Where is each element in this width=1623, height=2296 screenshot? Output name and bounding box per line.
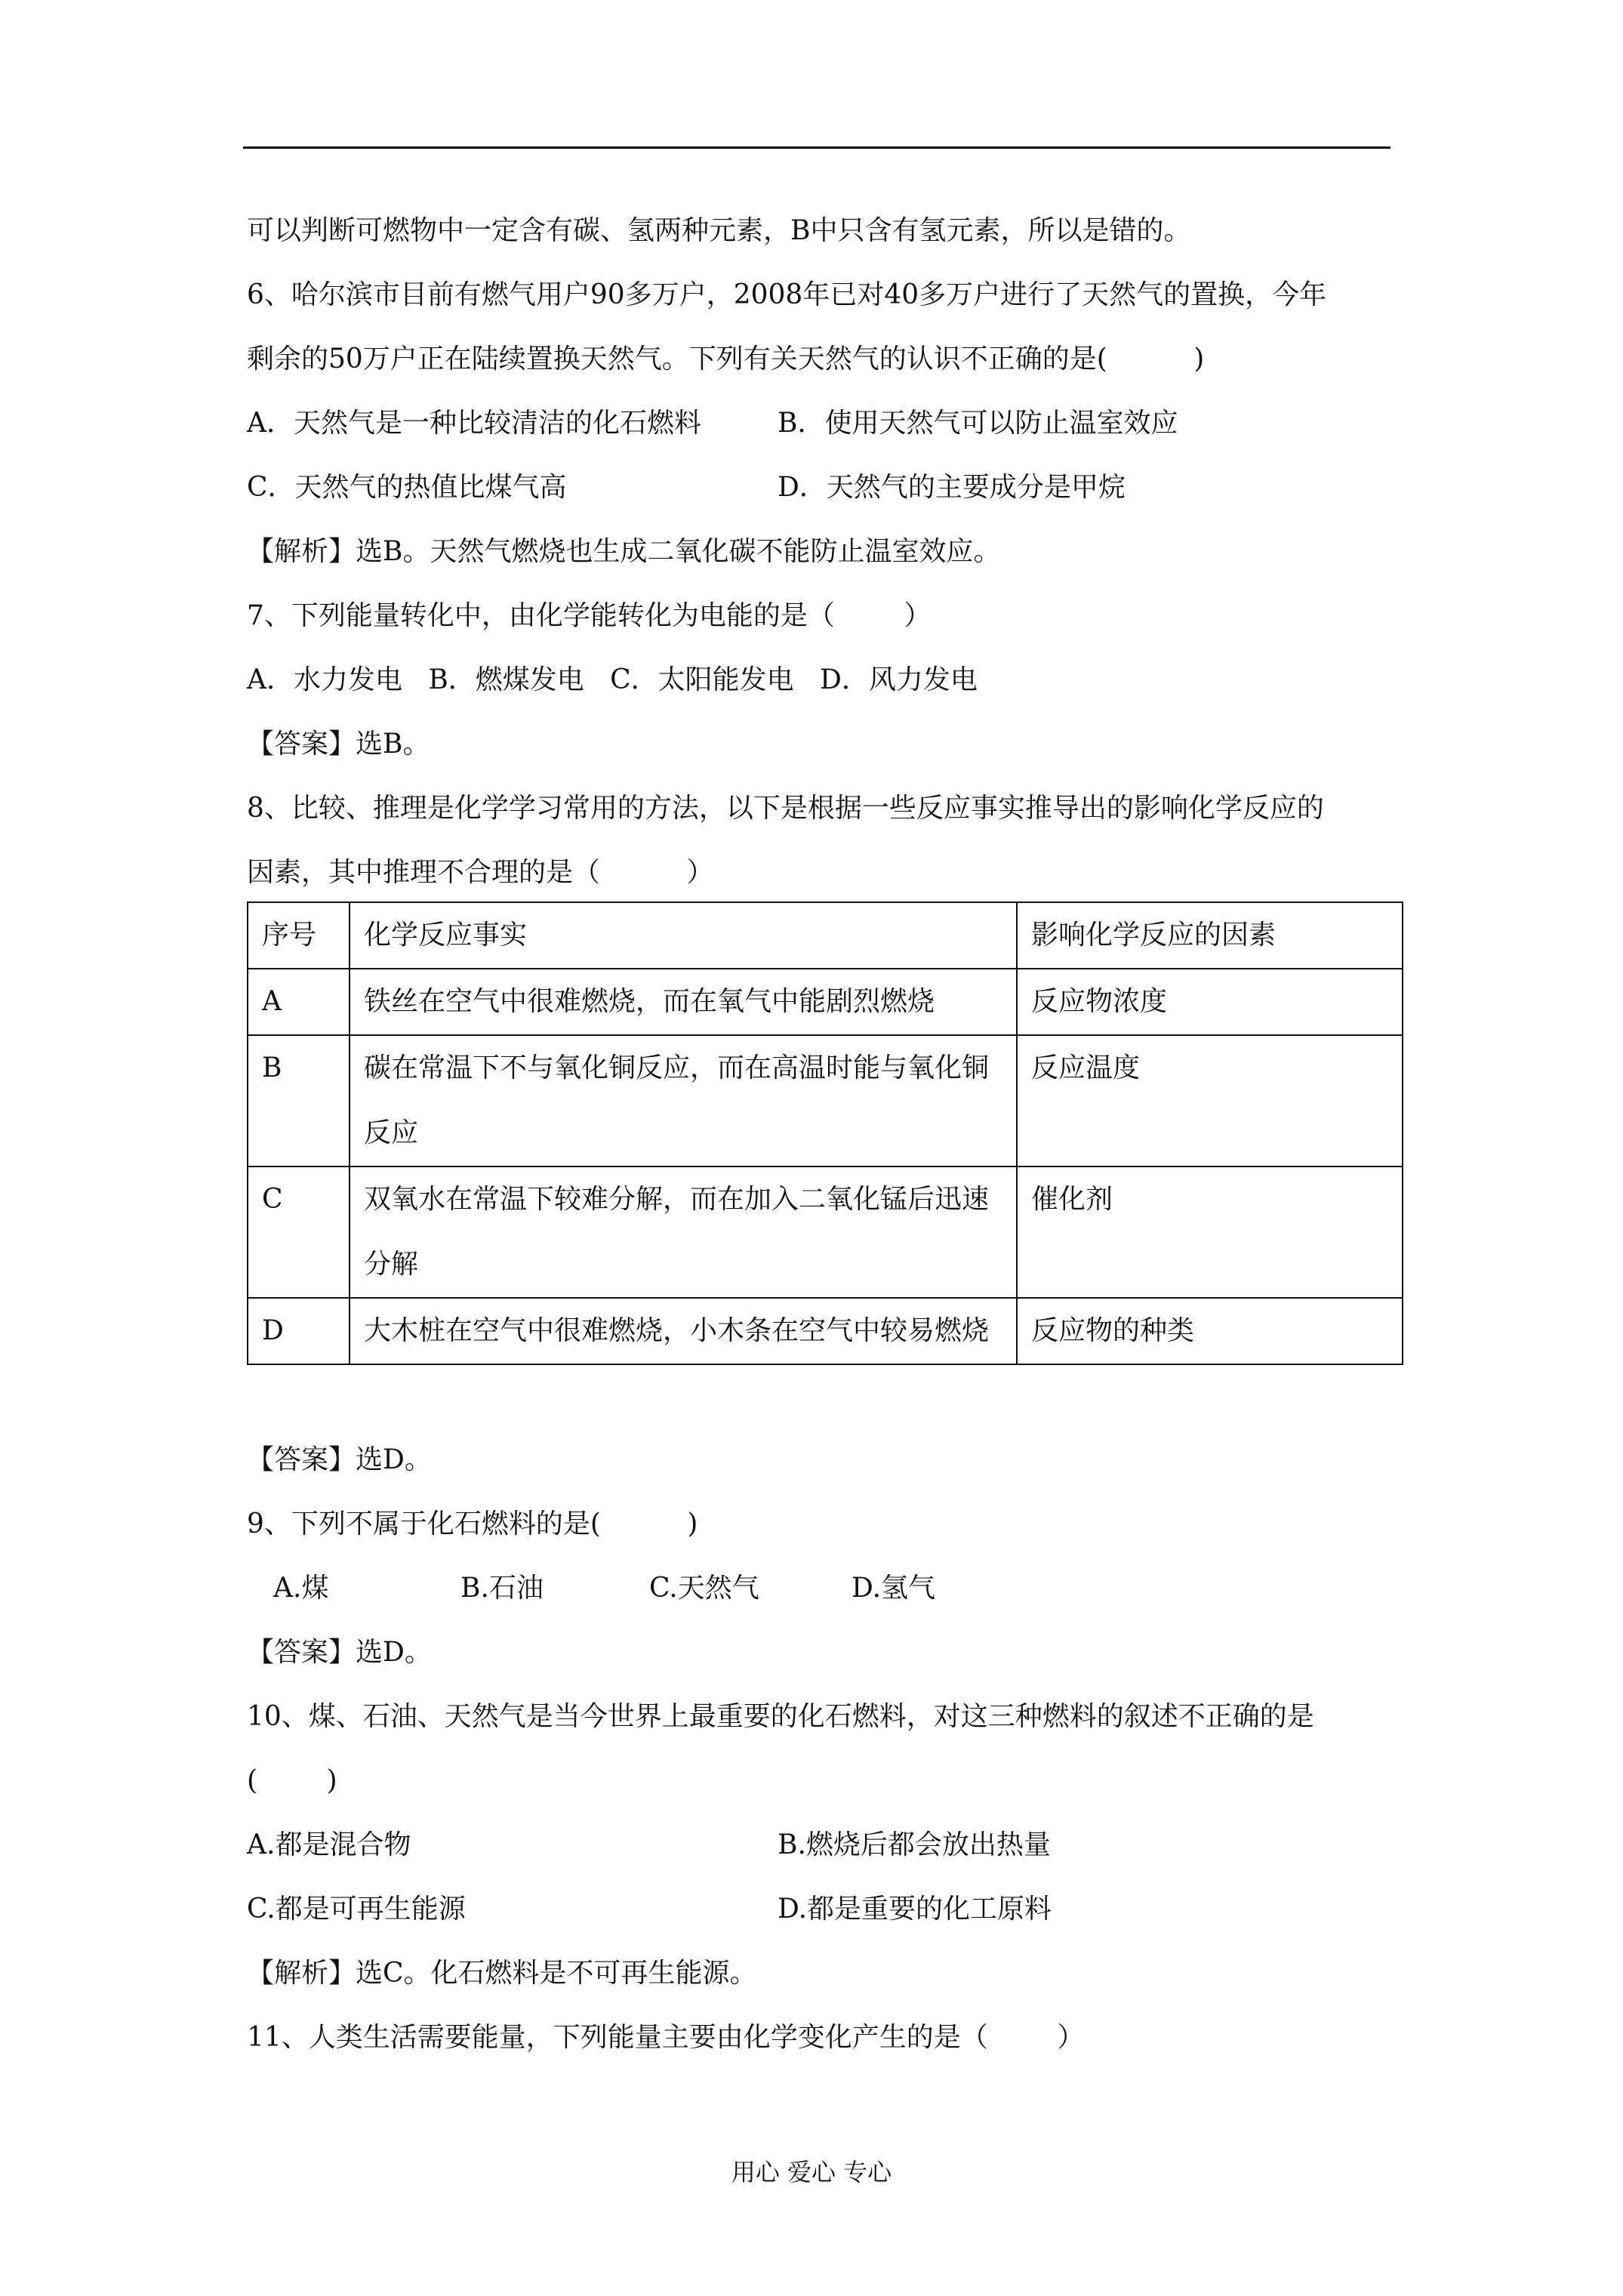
- question-10-cont: ( ): [247, 1765, 337, 1796]
- question-9: 9、下列不属于化石燃料的是( ): [247, 1509, 698, 1539]
- answer-7: 【答案】选B。: [247, 729, 430, 760]
- question-10: 10、煤、石油、天然气是当今世界上最重要的化石燃料，对这三种燃料的叙述不正确的是: [247, 1701, 1314, 1732]
- table-row: [248, 1298, 1403, 1364]
- table-cell: 反应物的种类: [1017, 1298, 1403, 1364]
- option-9a: A.煤: [273, 1573, 329, 1604]
- question-6: 6、哈尔滨市目前有燃气用户90多万户，2008年已对40多万户进行了天然气的置换，今年: [247, 279, 1327, 310]
- table-cell: 双氧水在常温下较难分解，而在加入二氧化锰后迅速分解: [350, 1166, 1017, 1298]
- table-row: [248, 969, 1403, 1035]
- header-rule: [243, 146, 1390, 149]
- table-cell: D: [248, 1298, 350, 1364]
- answer-10: 【解析】选C。化石燃料是不可再生能源。: [247, 1958, 757, 1989]
- text-line: 可以判断可燃物中一定含有碳、氢两种元素，B中只含有氢元素，所以是错的。: [247, 215, 1191, 246]
- option-10b: B.燃烧后都会放出热量: [778, 1829, 1051, 1860]
- answer-9: 【答案】选D。: [247, 1637, 432, 1668]
- table-header-row: [248, 902, 1403, 969]
- question-6-cont: 剩余的50万户正在陆续置换天然气。下列有关天然气的认识不正确的是( ): [247, 344, 1205, 374]
- answer-8: 【答案】选D。: [247, 1444, 432, 1475]
- table-cell: A: [248, 969, 350, 1035]
- question-11: 11、人类生活需要能量，下列能量主要由化学变化产生的是（ ）: [247, 2022, 1085, 2053]
- answer-6: 【解析】选B。天然气燃烧也生成二氧化碳不能防止温室效应。: [247, 536, 1001, 567]
- option-9b: B.石油: [460, 1573, 544, 1604]
- question-7: 7、下列能量转化中，由化学能转化为电能的是（ ）: [247, 600, 932, 631]
- table-cell: 反应温度: [1017, 1035, 1403, 1166]
- option-10d: D.都是重要的化工原料: [778, 1894, 1052, 1925]
- options-7: A．水力发电 B．燃煤发电 C．太阳能发电 D．风力发电: [247, 664, 978, 695]
- table-row: [248, 1166, 1403, 1298]
- table-row: [248, 1035, 1403, 1166]
- question-8-cont: 因素，其中推理不合理的是（ ）: [247, 857, 714, 888]
- option-6d: D．天然气的主要成分是甲烷: [778, 472, 1126, 503]
- table-cell: B: [248, 1035, 350, 1166]
- table-cell: 铁丝在空气中很难燃烧，而在氧气中能剧烈燃烧: [350, 969, 1017, 1035]
- option-10c: C.都是可再生能源: [247, 1894, 466, 1925]
- option-10a: A.都是混合物: [247, 1829, 411, 1860]
- option-9d: D.氢气: [852, 1573, 936, 1604]
- option-6b: B．使用天然气可以防止温室效应: [778, 408, 1178, 439]
- table-cell: 催化剂: [1017, 1166, 1403, 1298]
- header-cell: 化学反应事实: [350, 902, 1017, 969]
- header-cell: 影响化学反应的因素: [1017, 902, 1403, 969]
- table-cell: C: [248, 1166, 350, 1298]
- option-6a: A．天然气是一种比较清洁的化石燃料: [247, 408, 701, 439]
- option-6c: C．天然气的热值比煤气高: [247, 472, 567, 503]
- header-cell: 序号: [248, 902, 350, 969]
- page-footer: 用心 爱心 专心: [731, 2158, 892, 2187]
- question-8: 8、比较、推理是化学学习常用的方法，以下是根据一些反应事实推导出的影响化学反应的: [247, 793, 1324, 824]
- table-cell: 大木桩在空气中很难燃烧，小木条在空气中较易燃烧: [350, 1298, 1017, 1364]
- option-9c: C.天然气: [649, 1573, 759, 1604]
- reaction-factors-table: [247, 901, 1403, 1365]
- table-cell: 碳在常温下不与氧化铜反应，而在高温时能与氧化铜反应: [350, 1035, 1017, 1166]
- table-cell: 反应物浓度: [1017, 969, 1403, 1035]
